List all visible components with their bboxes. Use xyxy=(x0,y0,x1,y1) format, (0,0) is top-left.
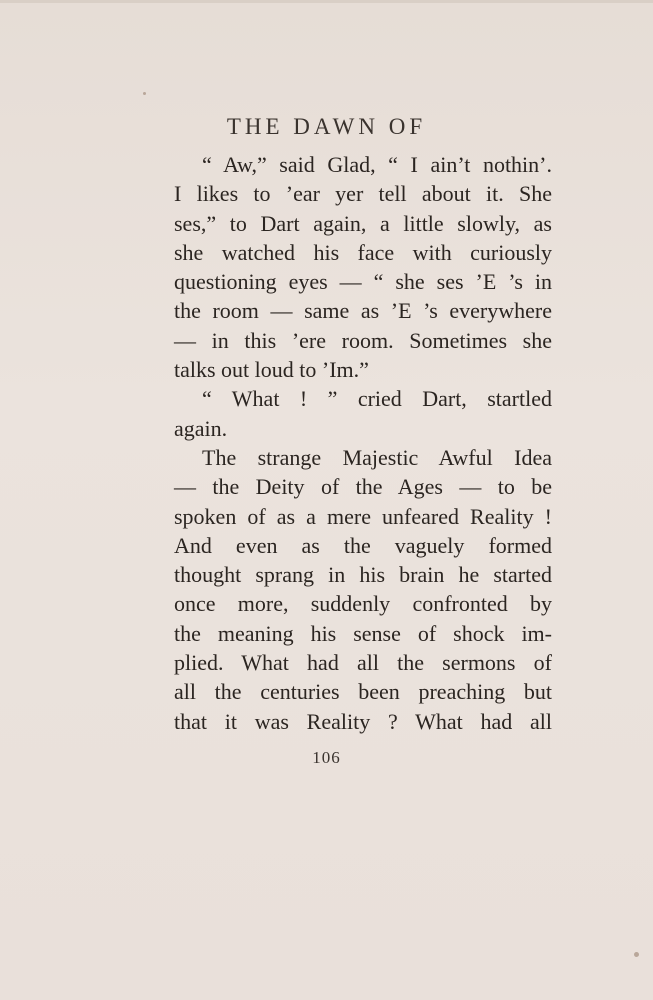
paper-speck xyxy=(634,952,639,957)
text-line: The strange Majestic Awful Idea xyxy=(202,444,552,470)
page-top-edge xyxy=(0,0,653,3)
text-line: the room — same as ’E ’s everywhere xyxy=(174,298,552,324)
text-line: she watched his face with curiously xyxy=(174,239,552,265)
text-line: talks out loud to ’Im.” xyxy=(174,357,369,383)
text-line: questioning eyes — “ she ses ’E ’s in xyxy=(174,269,552,295)
text-line: plied. What had all the sermons of xyxy=(174,650,552,676)
text-line: again. xyxy=(174,415,228,441)
text-line: the meaning his sense of shock im- xyxy=(174,620,552,646)
text-line: all the centuries been preaching but xyxy=(174,679,552,705)
text-line: once more, suddenly confronted by xyxy=(174,591,552,617)
paper-speck xyxy=(143,92,146,95)
body-text xyxy=(174,150,552,736)
text-line: ses,” to Dart again, a little slowly, as xyxy=(174,210,552,236)
text-line: — in this ’ere room. Sometimes she xyxy=(174,327,552,353)
text-line: I likes to ’ear yer tell about it. She xyxy=(174,181,552,207)
text-line: spoken of as a mere unfeared Reality ! xyxy=(174,503,552,529)
running-head: THE DAWN OF xyxy=(226,114,427,139)
text-line: “ Aw,” said Glad, “ I ain’t nothin’. xyxy=(202,152,552,177)
text-line: “ What ! ” cried Dart, startled xyxy=(202,386,552,412)
page-number: 106 xyxy=(312,748,341,767)
text-line: — the Deity of the Ages — to be xyxy=(174,474,552,500)
text-line: And even as the vaguely formed xyxy=(174,532,552,558)
text-line: thought sprang in his brain he started xyxy=(174,562,552,588)
text-line: that it was Reality ? What had all xyxy=(174,708,552,734)
